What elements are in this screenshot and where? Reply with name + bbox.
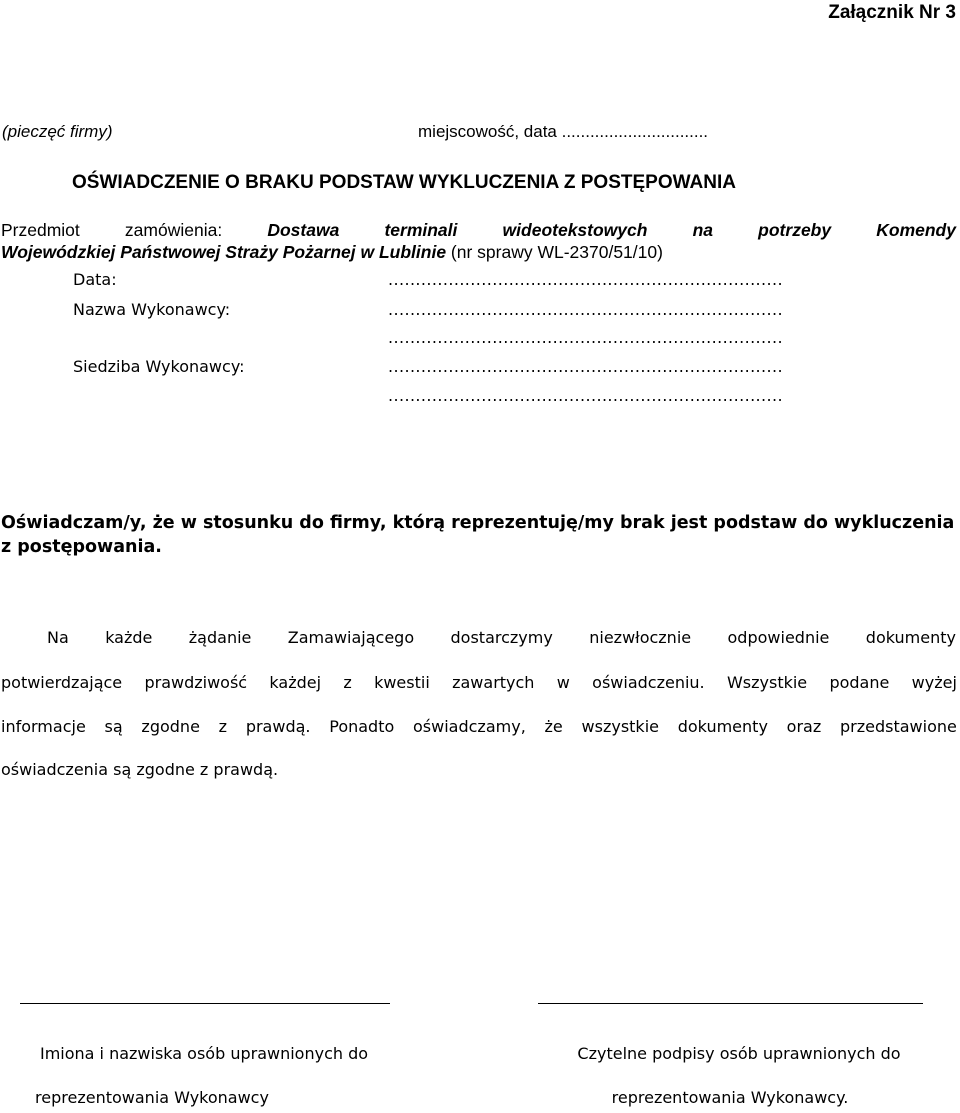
word: dokumenty <box>677 717 768 736</box>
contractor-seat-field: ........................................................................ <box>388 386 783 405</box>
word: z <box>343 673 352 692</box>
word: Wszystkie <box>726 673 808 692</box>
names-caption: reprezentowania Wykonawcy <box>35 1088 269 1107</box>
word: odpowiednie <box>727 628 830 647</box>
subject-word: terminali <box>384 220 458 240</box>
declaration-statement: Oświadczam/y, że w stosunku do firmy, którą reprezentuję/my brak jest podstaw do wykluczenia z postępowania. <box>1 513 955 557</box>
word: potwierdzające <box>1 673 123 692</box>
word: żądanie <box>188 628 252 647</box>
paragraph-line <box>1 717 957 736</box>
word: każde <box>105 628 153 647</box>
word: w <box>556 673 570 692</box>
word: z <box>218 717 228 736</box>
word: dokumenty <box>865 628 956 647</box>
contractor-name-label: Nazwa Wykonawcy: <box>73 300 231 319</box>
word: Ponadto <box>329 717 395 736</box>
company-stamp-label: (pieczęć firmy) <box>2 122 113 141</box>
date-field: ........................................................................ <box>388 270 783 289</box>
annex-number: Załącznik Nr 3 <box>828 2 956 23</box>
word: podane <box>829 673 890 692</box>
document-title: OŚWIADCZENIE O BRAKU PODSTAW WYKLUCZENIA Z POSTĘPOWANIA <box>72 172 736 193</box>
subject-word: Przedmiot <box>1 220 80 240</box>
word: że <box>544 717 563 736</box>
subject-word: Komendy <box>876 220 956 240</box>
paragraph-line <box>47 628 956 647</box>
word: oświadczamy, <box>413 717 526 736</box>
contractor-seat-field: ........................................................................ <box>388 357 783 376</box>
word: informacje <box>1 717 86 736</box>
word: Zamawiającego <box>287 628 415 647</box>
place-date-field: miejscowość, data ............................... <box>418 122 709 141</box>
word: niezwłocznie <box>589 628 692 647</box>
signature-line-right <box>538 1003 923 1004</box>
signatures-caption: Czytelne podpisy osób uprawnionych do <box>577 1044 901 1063</box>
date-label: Data: <box>73 270 117 289</box>
word: prawdziwość <box>144 673 248 692</box>
word: każdej <box>269 673 322 692</box>
order-subject-line-2 <box>1 242 956 263</box>
contractor-name-field: ........................................................................ <box>388 328 783 347</box>
subject-word: potrzeby <box>758 220 832 240</box>
paragraph-line <box>1 673 957 692</box>
contractor-name-field: ........................................................................ <box>388 300 783 319</box>
word: zawartych <box>452 673 535 692</box>
subject-word: na <box>692 220 714 240</box>
word: oraz <box>786 717 822 736</box>
order-subject-line-1 <box>1 220 956 241</box>
word: prawdą. <box>245 717 311 736</box>
names-caption: Imiona i nazwiska osób uprawnionych do <box>39 1044 369 1063</box>
case-number: (nr sprawy WL-2370/51/10) <box>446 242 663 262</box>
subject-word: Dostawa <box>267 220 340 240</box>
word: Na <box>47 628 69 647</box>
paragraph-line: oświadczenia są zgodne z prawdą. <box>1 760 279 779</box>
word: są <box>104 717 123 736</box>
contractor-seat-label: Siedziba Wykonawcy: <box>73 357 245 376</box>
signature-line-left <box>20 1003 390 1004</box>
word: dostarczymy <box>450 628 553 647</box>
subject-word: wideotekstowych <box>502 220 648 240</box>
word: przedstawione <box>839 717 957 736</box>
subject-name: Wojewódzkiej Państwowej Straży Pożarnej w Lublinie <box>1 242 447 262</box>
word: zgodne <box>141 717 200 736</box>
word: oświadczeniu. <box>592 673 705 692</box>
word: kwestii <box>374 673 430 692</box>
subject-word: zamówienia: <box>124 220 223 240</box>
word: wyżej <box>911 673 957 692</box>
word: wszystkie <box>581 717 659 736</box>
signatures-caption: reprezentowania Wykonawcy. <box>611 1088 849 1107</box>
